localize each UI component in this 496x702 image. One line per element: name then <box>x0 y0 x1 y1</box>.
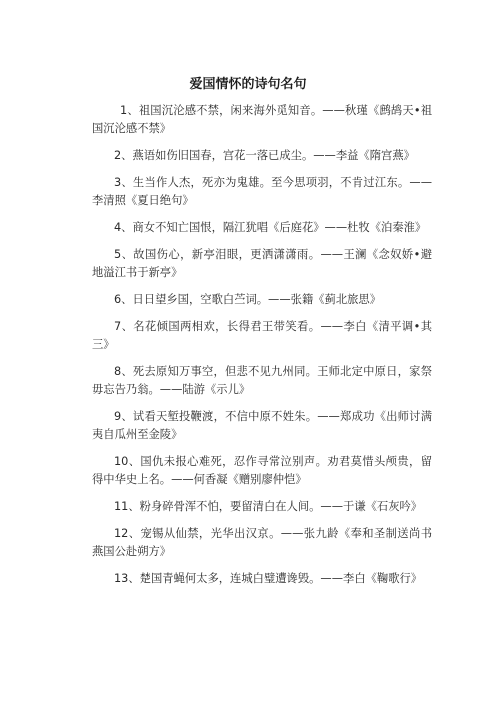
poem-item-12: 12、宠锡从仙禁，光华出汉京。——张九龄《奉和圣制送尚书燕国公赴朔方》 <box>92 527 432 558</box>
poem-item-8: 8、死去原知万事空，但悲不见九州同。王师北定中原日，家祭毋忘告乃翁。——陆游《示儿》 <box>92 365 432 396</box>
poem-item-11: 11、粉身碎骨浑不怕，要留清白在人间。——于谦《石灰吟》 <box>114 500 423 513</box>
poem-item-1: 1、祖国沉沦感不禁，闲来海外觅知音。——秋瑾《鹧鸪天•祖国沉沦感不禁》 <box>92 104 432 135</box>
poem-item-9: 9、试看天堑投鞭渡，不信中原不姓朱。——郑成功《出师讨满夷自瓜州至金陵》 <box>92 410 432 441</box>
poem-item-6: 6、日日望乡国，空歌白苎词。——张籍《蓟北旅思》 <box>114 293 382 306</box>
page-title: 爱国情怀的诗句名句 <box>189 77 307 92</box>
poem-item-5: 5、故国伤心，新亭泪眼，更洒潇潇雨。——王澜《念奴娇•避地溢江书于新亭》 <box>92 248 432 279</box>
poem-item-4: 4、商女不知亡国恨，隔江犹唱《后庭花》——杜牧《泊秦淮》 <box>114 221 427 234</box>
poem-item-13: 13、楚国青蝇何太多，连城白璧遭谗毁。——李白《鞠歌行》 <box>114 572 423 585</box>
poem-item-3: 3、生当作人杰，死亦为鬼雄。至今思项羽，不肯过江东。——李清照《夏日绝句》 <box>92 176 432 207</box>
poem-item-7: 7、名花倾国两相欢，长得君王带笑看。——李白《清平调•其三》 <box>92 320 432 351</box>
poem-list <box>92 102 432 597</box>
poem-item-2: 2、燕语如伤旧国春，宫花一落已成尘。——李益《隋宫燕》 <box>114 149 415 162</box>
poem-item-10: 10、国仇未报心难死，忍作寻常泣别声。劝君莫惜头颅贵，留得中华史上名。——何香凝《赠别廖仲恺》 <box>92 455 432 486</box>
